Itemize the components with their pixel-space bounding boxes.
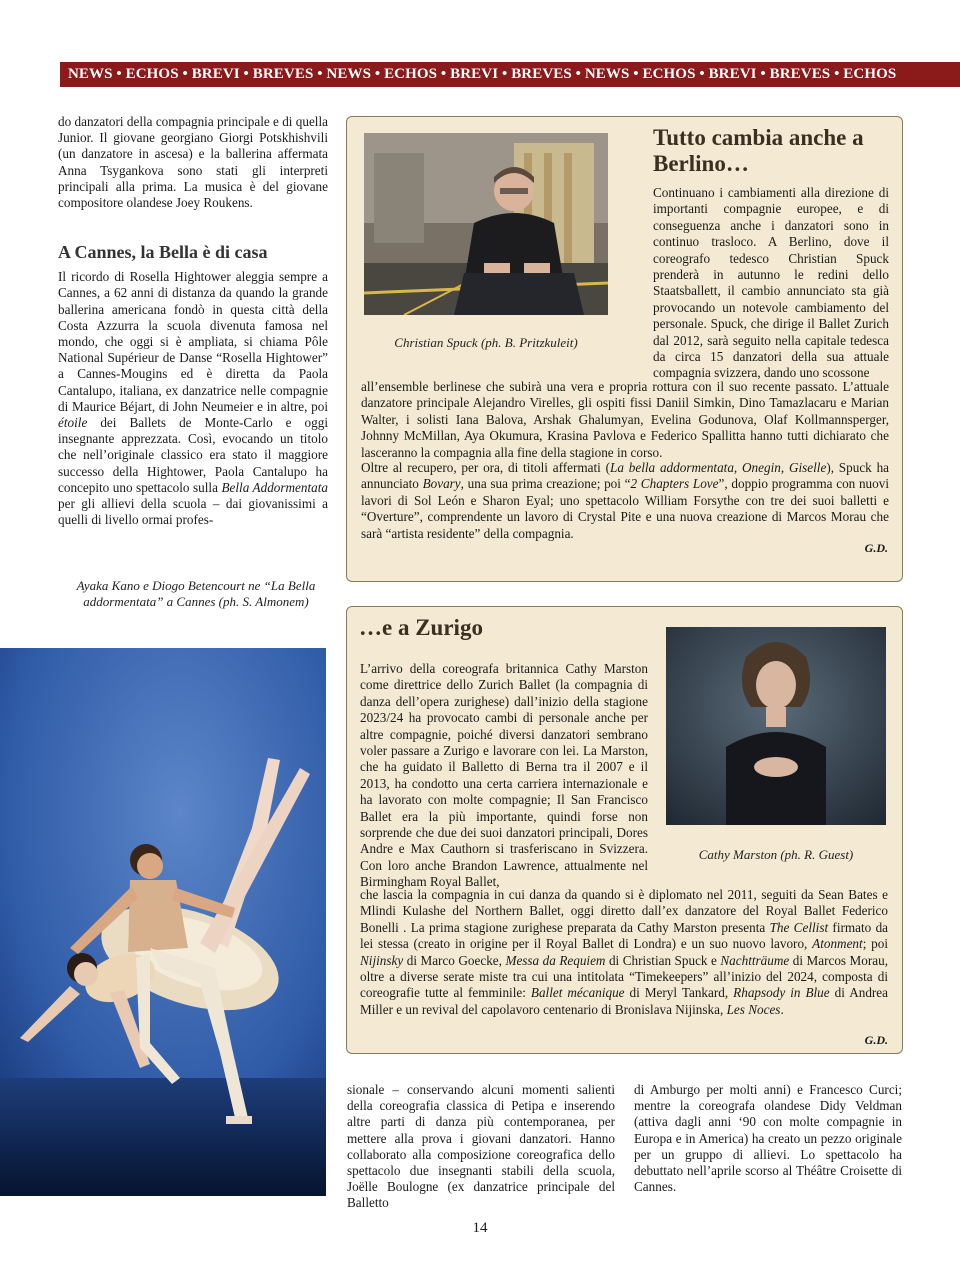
ballet-photo-image	[0, 648, 326, 1196]
cathy-marston-photo	[666, 627, 886, 825]
ballet-mecanique-title: Ballet mécanique	[530, 985, 625, 1001]
cannes-text-1: Il ricordo di Rosella Hightower aleggia sempre a Cannes, a 62 anni di distanza da quando la grande ballerina americana fondò in questa città della Costa Azzurra la scuola divenuta famosa nel mondo, che oggi si è ampliata, si chiama Pôle National Supérieur de Danse “Rosella Hightower” a Cannes-Mougins ed è diretta da Paola Cantalupo, italiana, ex danzatrice nelle compagnie di Maurice Béjart, di John Neumeier e in altre, poi	[58, 269, 328, 414]
berlin-article-box	[346, 116, 903, 582]
bottom-column-1: sionale – conservando alcuni momenti salienti della coreografia classica di Petipa e inserendo altre parti di danza più contemporanea, per mettere alla prova i giovani danzatori. Hanno collaborato alla composizione coreografica dello spettacolo due insegnanti stabili della scuola, Joëlle Boulogne (ex danzatrice principale del Balletto	[347, 1082, 615, 1211]
chapters-love-title: 2 Chapters Love	[630, 476, 719, 492]
nijinsky-title: Nijinsky	[360, 952, 404, 968]
zurich-heading: …e a Zurigo	[359, 615, 483, 640]
intro-paragraph: do danzatori della compagnia principale e di quella Junior. Il giovane georgiano Giorgi Potskhishvili (un danzatore in ascesa) e la ballerina affermata Anna Tsygankova sono stati gli interpreti principali alla prima. La musica è del giovane compositore olandese Joey Roukens.	[58, 114, 328, 211]
cannes-text-2: dei Ballets de Monte-Carlo e oggi insegnante apprezzata. Così, evocando un titolo che nell’originale classico era stato il maggiore successo della Hightower, Paola Cantalupo ha concepito uno spettacolo sulla	[58, 415, 328, 495]
left-column	[58, 114, 328, 528]
les-noces-title: Les Noces	[726, 1001, 781, 1017]
berlin-signature: G.D.	[864, 541, 888, 555]
berlin-p2-a: Oltre al recupero, per ora, di titoli affermati (	[361, 460, 611, 475]
zurich-w9: .	[780, 1001, 784, 1017]
zurich-text-wide	[360, 887, 888, 1018]
berlin-text-narrow: Continuano i cambiamenti alla direzione di importanti compagnie europee, e di conseguenza anche i danzatori sono in continuo trasloco. A Berlino, dove il coreografo tedesco Christian Spuck prenderà in autunno le redini dello Staatsballett, il cambio annunciato sta già provocando un notevole cambiamento del personale. Spuck, che dirige il Ballet Zurich dal 2012, sarà seguito nella capitale tedesca da circa 15 danzatori della sua attuale compagnia svizzera, dando uno scossone	[653, 185, 889, 381]
zurich-w5: di Christian Spuck e	[605, 952, 721, 968]
zurich-w7: di Meryl Tankard,	[624, 985, 734, 1001]
berlin-p2-d: ”, doppio programma con nuovi lavori di Sol León e Sharon Eyal; uno spettacolo William Forsythe con tre dei suoi balletti e “Overture”, comprendente un lavoro di Crystal Pite e una nuova creazione di Marcos Morau che sarà “artista residente” della compagnia.	[361, 476, 890, 541]
messa-title: Messa da Requiem	[505, 952, 606, 968]
marston-caption: Cathy Marston (ph. R. Guest)	[698, 847, 854, 862]
bella-title: Bella Addormentata	[221, 479, 329, 495]
berlin-p2-titles: La bella addormentata, Onegin, Giselle	[610, 460, 827, 475]
zurich-w8: di Andrea Miller e un revival del capolavoro centenario di Bronislava Nijinska,	[360, 985, 889, 1017]
zurich-w4: di Marco Goecke,	[403, 952, 506, 968]
zurich-w1: che lascia la compagnia in cui danza da quando si è diplomato nel 2011, seguiti da Sean Bates e Mlindi Kulashe del Northern Ballet, oggi diretto dall’ex danzatore del Royal Ballet Federico Bonelli . La prima stagione zurighese preparata da Cathy Marston presenta	[360, 887, 888, 935]
page-number: 14	[472, 1220, 488, 1236]
ballet-photo	[0, 648, 326, 1196]
zurich-signature: G.D.	[864, 1033, 888, 1047]
zurich-w6: di Marcos Morau, oltre a diverse serate miste tra cui una intitolata “Timekeepers” all’inizio del 2024, composta di coreografie tutte al femminile:	[360, 952, 888, 1001]
rhapsody-title: Rhapsody in Blue	[733, 985, 830, 1001]
berlin-heading: Tutto cambia anche a Berlino…	[653, 125, 864, 176]
berlin-text-wide: all’ensemble berlinese che subirà una vera e propria rottura con il suo recente passato. L’attuale danzatore principale Alejandro Virelles, gli ospiti fissi Daniil Simkin, Dino Tamazlacaru e Marian Walter, i solisti Iana Balova, Arshak Ghalumyan, Evelina Godunova, Olaf Kollmannsperger, Johnny McMillan, Aya Okumura, Krasina Pavlova e Federico Spallitta hanno tutti dichiarato che lasceranno la compagnia alla fine della stagione in corso.	[361, 379, 889, 460]
spuck-caption: Christian Spuck (ph. B. Pritzkuleit)	[394, 335, 578, 350]
bottom-column-2: di Amburgo per molti anni) e Francesco Curci; mentre la coreografa olandese Didy Veldman (attiva dagli anni ‘90 con molte compagnie in Europa e in America) ha creato un pezzo originale per un gruppo di allievi. Lo spettacolo ha debuttato nell’aprile scorso al Théâtre Croisette di Cannes.	[634, 1082, 902, 1195]
berlin-paragraph-2	[361, 460, 889, 542]
bovary-title: Bovary	[422, 476, 461, 492]
atonment-title: Atonment	[812, 936, 863, 952]
christian-spuck-photo	[364, 133, 608, 315]
ballet-photo-caption: Ayaka Kano e Diogo Betencourt ne “La Bella addormentata” a Cannes (ph. S. Almonem)	[76, 578, 316, 609]
cannes-heading: A Cannes, la Bella è di casa	[58, 242, 268, 263]
etoile-word: étoile	[58, 415, 88, 431]
berlin-p2-b: ), Spuck ha annunciato	[361, 460, 890, 492]
berlin-p2-c: , una sua prima creazione; poi “	[460, 476, 631, 492]
section-banner: NEWS • ECHOS • BREVI • BREVES • NEWS • ECHOS • BREVI • BREVES • NEWS • ECHOS • BREVI • BREVES • ECHOS	[60, 62, 960, 87]
zurich-w2: firmato da lei stessa (creato in origine per il Royal Ballet di Londra) e un suo nuovo lavoro,	[360, 919, 889, 952]
cannes-text-3: per gli allievi della scuola – dai giovanissimi a quelli di livello ormai profes-	[58, 496, 328, 528]
zurich-w3: ; poi	[862, 936, 889, 952]
zurich-article-box	[346, 606, 903, 1054]
nachttraume-title: Nachtträume	[720, 952, 790, 968]
christian-spuck-image	[364, 133, 608, 315]
cellist-title: The Cellist	[769, 919, 829, 935]
cannes-paragraph	[58, 269, 328, 528]
zurich-text-narrow: L’arrivo della coreografa britannica Cathy Marston come direttrice dello Zurich Ballet (la compagnia di danza dell’opera zurighese) dall’inizio della stagione 2023/24 ha provocato cambi di personale anche per altre compagnie, poiché diversi danzatori sembrano voler passare a Zurigo e lavorare con lei. La Marston, che ha guidato il Balletto di Berna tra il 2007 e il 2013, ha condotto una certa carriera internazionale e ha lavorato con molte compagnie; Il San Francisco Ballet era la più importante, quindi forse non sorprende che due dei suoi danzatori principali, Dores Andre e Max Cauthorn si trasferiscano in Svizzera. Con loro anche Brandon Lawrence, attualmente nel Birmingham Royal Ballet,	[360, 661, 648, 890]
cathy-marston-image	[666, 627, 886, 825]
